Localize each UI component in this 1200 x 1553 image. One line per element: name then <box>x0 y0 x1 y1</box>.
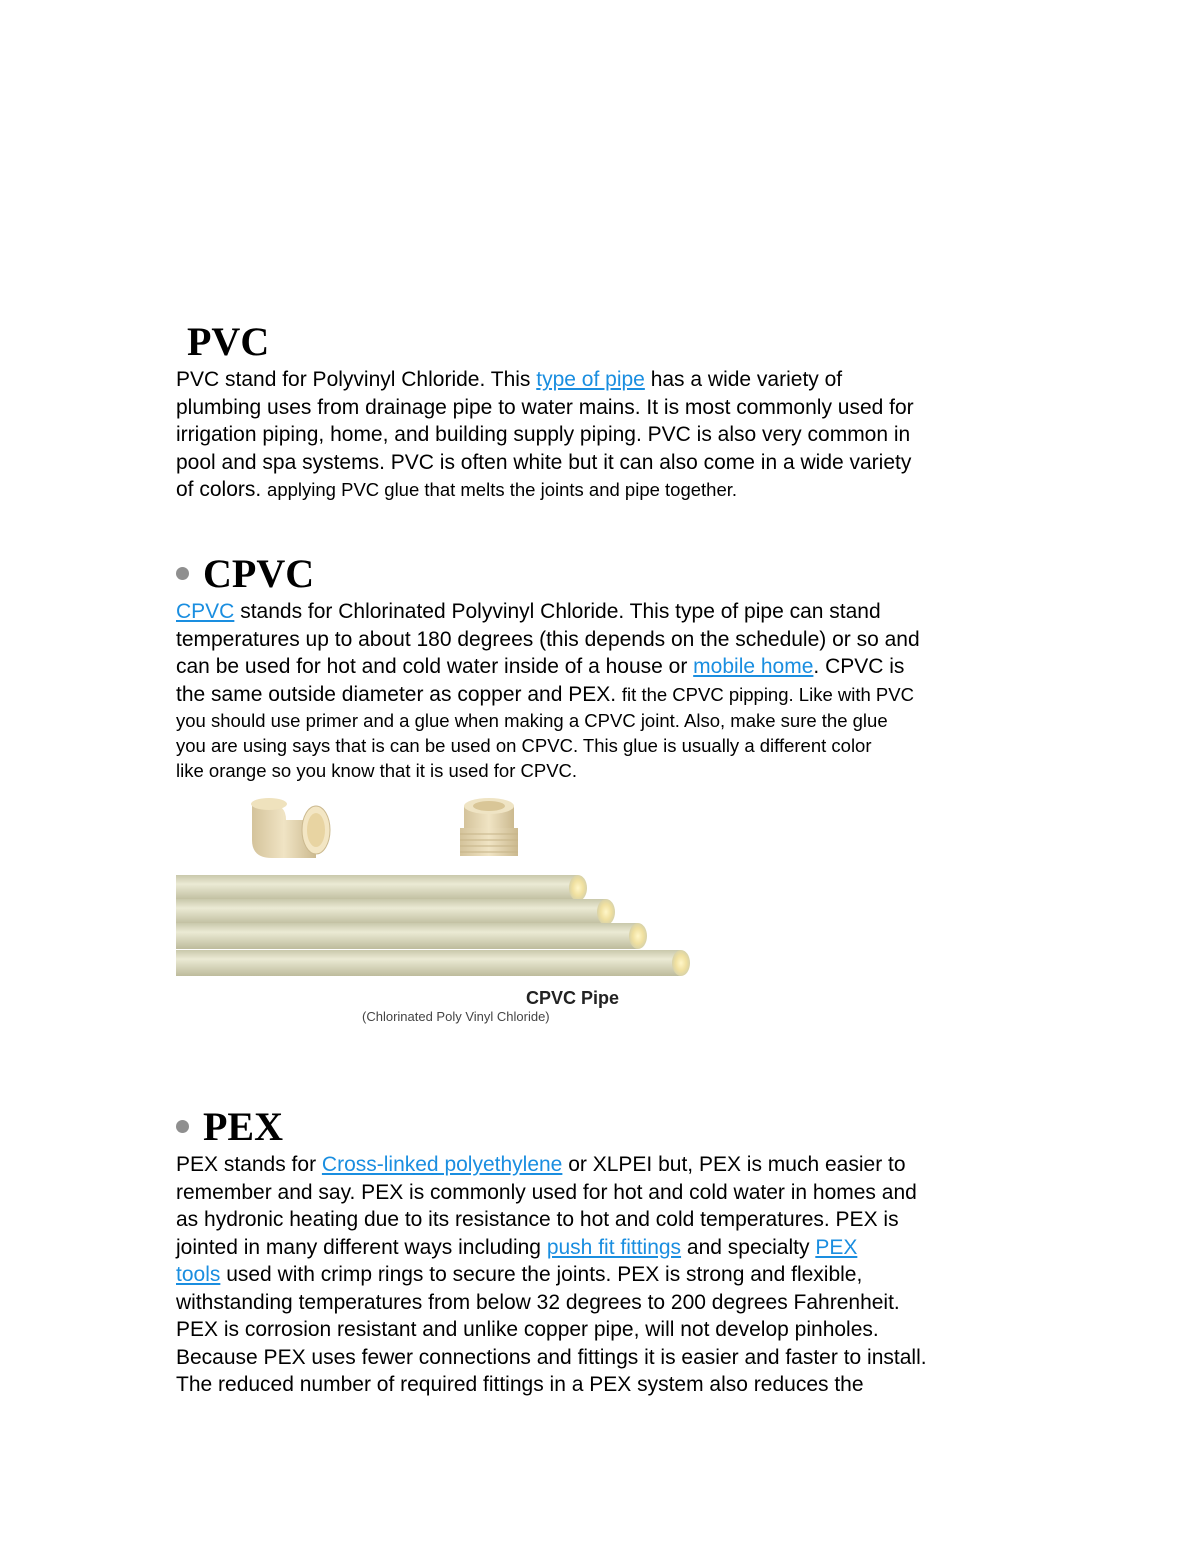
adapter-fitting <box>460 798 518 856</box>
cpvc-pipe-illustration <box>176 788 716 1028</box>
link-type-of-pipe[interactable]: type of pipe <box>536 368 645 391</box>
heading-pex: PEX <box>176 1105 283 1149</box>
cpvc-pipe-image <box>176 788 716 1028</box>
paragraph-cpvc: CPVC stands for Chlorinated Polyvinyl Chloride. This type of pipe can stand temperatures up to about 180 degrees (this depends on the schedule) or so and can be used for hot and cold water inside of a house or mobile home. CPVC is the same outside diameter as copper and PEX. fit the CPVC pipping. Like with PVC you should use primer and a glue when making a CPVC joint. Also, make sure the glue you are using says that is can be used on CPVC. This glue is usually a different color like orange so you know that it is used for CPVC. <box>176 600 920 781</box>
paragraph-pex: PEX stands for Cross-linked polyethylene or XLPEI but, PEX is much easier to remember and say. PEX is commonly used for hot and cold water in homes and as hydronic heating due to its resistance to hot and cold temperatures. PEX is jointed in many different ways including push fit fittings and specialty PEX tools used with crimp rings to secure the joints. PEX is strong and flexible, withstanding temperatures from below 32 degrees to 200 degrees Fahrenheit. PEX is corrosion resistant and unlike copper pipe, will not develop pinholes. Because PEX uses fewer connections and fittings it is easier and faster to install. The reduced number of required fittings in a PEX system also reduces the <box>176 1153 927 1396</box>
figure-title: CPVC Pipe <box>526 988 620 1008</box>
elbow-fitting <box>251 798 330 858</box>
link-pex-tools[interactable]: PEX <box>815 1235 858 1259</box>
link-cpvc[interactable]: CPVC <box>176 600 235 623</box>
figure-subtitle: (Chlorinated Poly Vinyl Chloride) <box>362 1009 550 1024</box>
bullet-icon <box>176 1120 189 1133</box>
heading-pvc: PVC <box>187 319 270 364</box>
link-push-fit-fittings[interactable]: push fit fittings <box>546 1235 682 1259</box>
pipe-bundle <box>176 875 690 976</box>
link-pex-tools-cont[interactable]: tools <box>176 1263 221 1286</box>
heading-cpvc: CPVC <box>176 552 314 596</box>
link-cross-linked-polyethylene[interactable]: Cross-linked polyethylene <box>321 1153 563 1176</box>
paragraph-pvc: PVC stand for Polyvinyl Chloride. This type of pipe has a wide variety of plumbing uses from drainage pipe to water mains. It is most commonly used for irrigation piping, home, and building supply piping. PVC is also very common in pool and spa systems. PVC is often white but it can also come in a wide variety of colors. applying PVC glue that melts the joints and pipe together. <box>176 368 914 501</box>
bullet-icon <box>176 567 189 580</box>
link-mobile-home[interactable]: mobile home <box>693 655 814 678</box>
